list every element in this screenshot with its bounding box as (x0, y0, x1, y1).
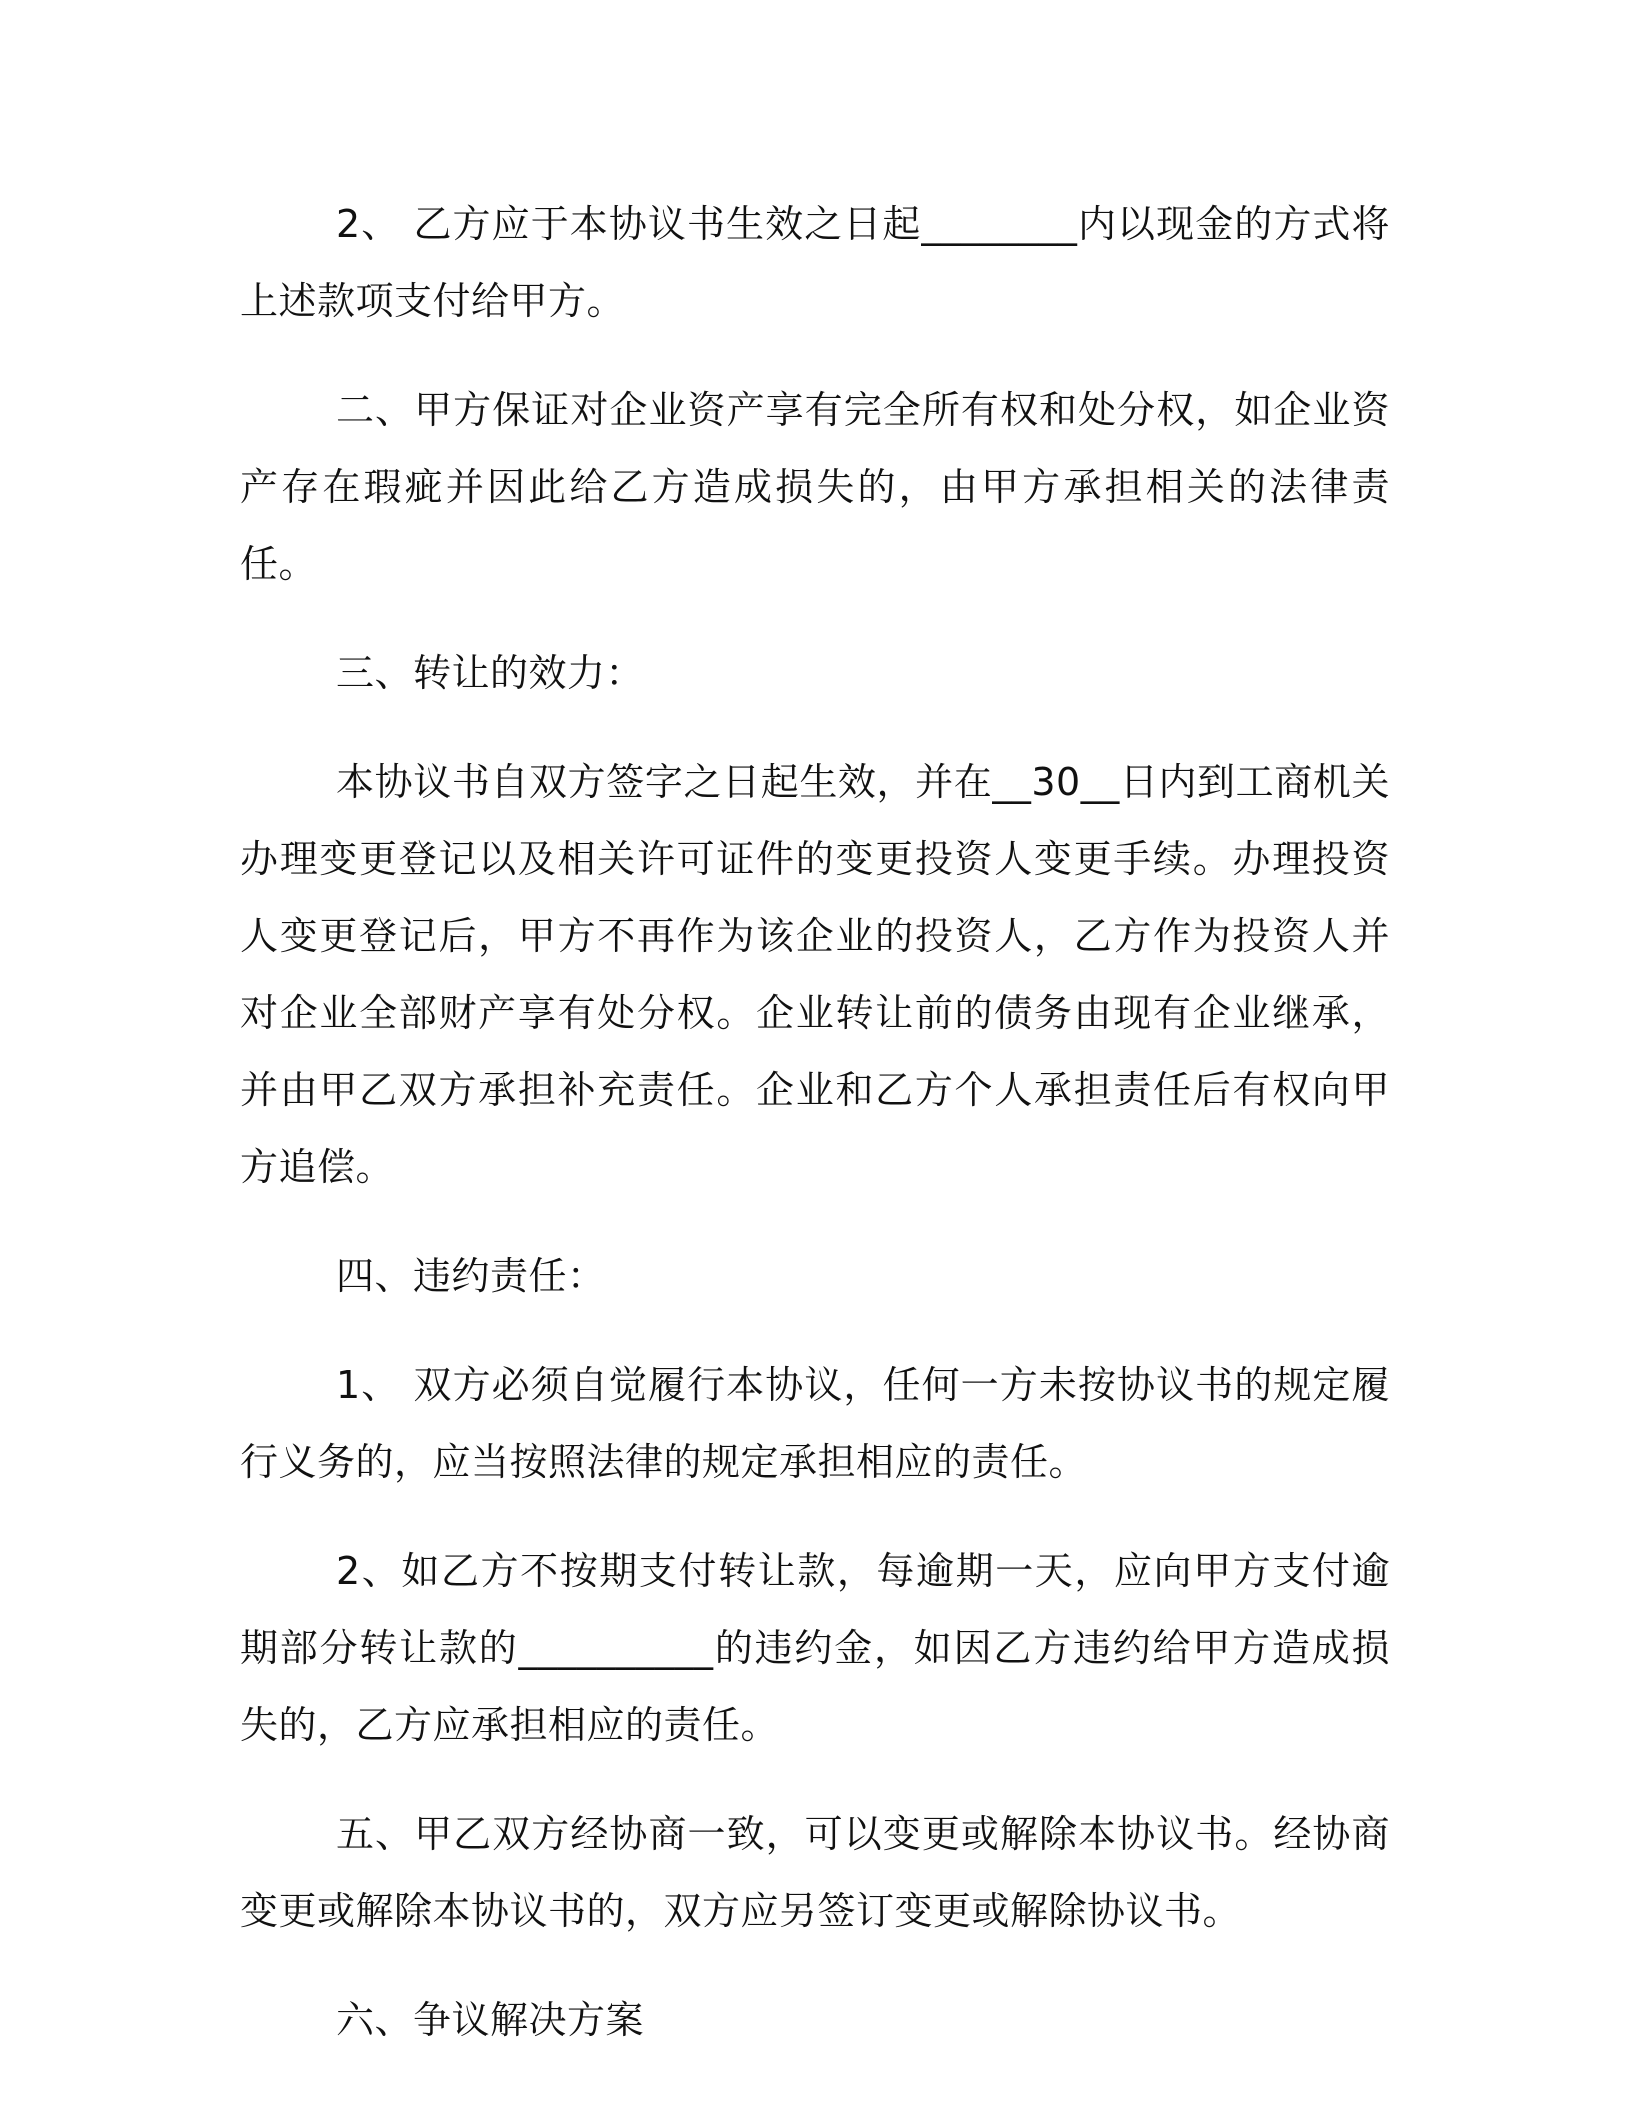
paragraph-gap (240, 1315, 1390, 1347)
paragraph-effective-date: 本协议书自双方签字之日起生效，并在__30__日内到工商机关办理变更登记以及相关许可证件的变更投资人变更手续。办理投资人变更登记后，甲方不再作为该企业的投资人，乙方作为投资人并对企业全部财产享有处分权。企业转让前的债务由现有企业继承，并由甲乙双方承担补充责任。企业和乙方个人承担责任后有权向甲方追偿。 (240, 760, 1390, 1189)
document-body (240, 186, 1390, 2059)
paragraph-gap (240, 1764, 1390, 1796)
paragraph-gap (240, 340, 1390, 372)
paragraph-asset-guarantee: 二、甲方保证对企业资产享有完全所有权和处分权，如企业资产存在瑕疵并因此给乙方造成损失的，由甲方承担相关的法律责任。 (240, 388, 1390, 586)
heading-breach-liability: 四、违约责任： (336, 1254, 606, 1298)
paragraph-gap (240, 712, 1390, 744)
paragraph-amendment: 五、甲乙双方经协商一致，可以变更或解除本协议书。经协商变更或解除本协议书的，双方应另签订变更或解除协议书。 (240, 1812, 1390, 1933)
paragraph-late-payment-penalty: 2、如乙方不按期支付转让款，每逾期一天，应向甲方支付逾期部分转让款的__________的违约金，如因乙方违约给甲方造成损失的，乙方应承担相应的责任。 (240, 1549, 1390, 1747)
paragraph-performance-obligation: 1、 双方必须自觉履行本协议，任何一方未按协议书的规定履行义务的，应当按照法律的规定承担相应的责任。 (240, 1363, 1390, 1484)
paragraph-payment-deadline: 2、 乙方应于本协议书生效之日起________内以现金的方式将上述款项支付给甲方。 (240, 202, 1390, 323)
paragraph-gap (240, 1501, 1390, 1533)
heading-dispute-resolution: 六、争议解决方案 (336, 1998, 645, 2042)
paragraph-gap (240, 1206, 1390, 1238)
paragraph-gap (240, 1950, 1390, 1982)
paragraph-gap (240, 603, 1390, 635)
heading-transfer-effect: 三、转让的效力： (336, 651, 645, 695)
